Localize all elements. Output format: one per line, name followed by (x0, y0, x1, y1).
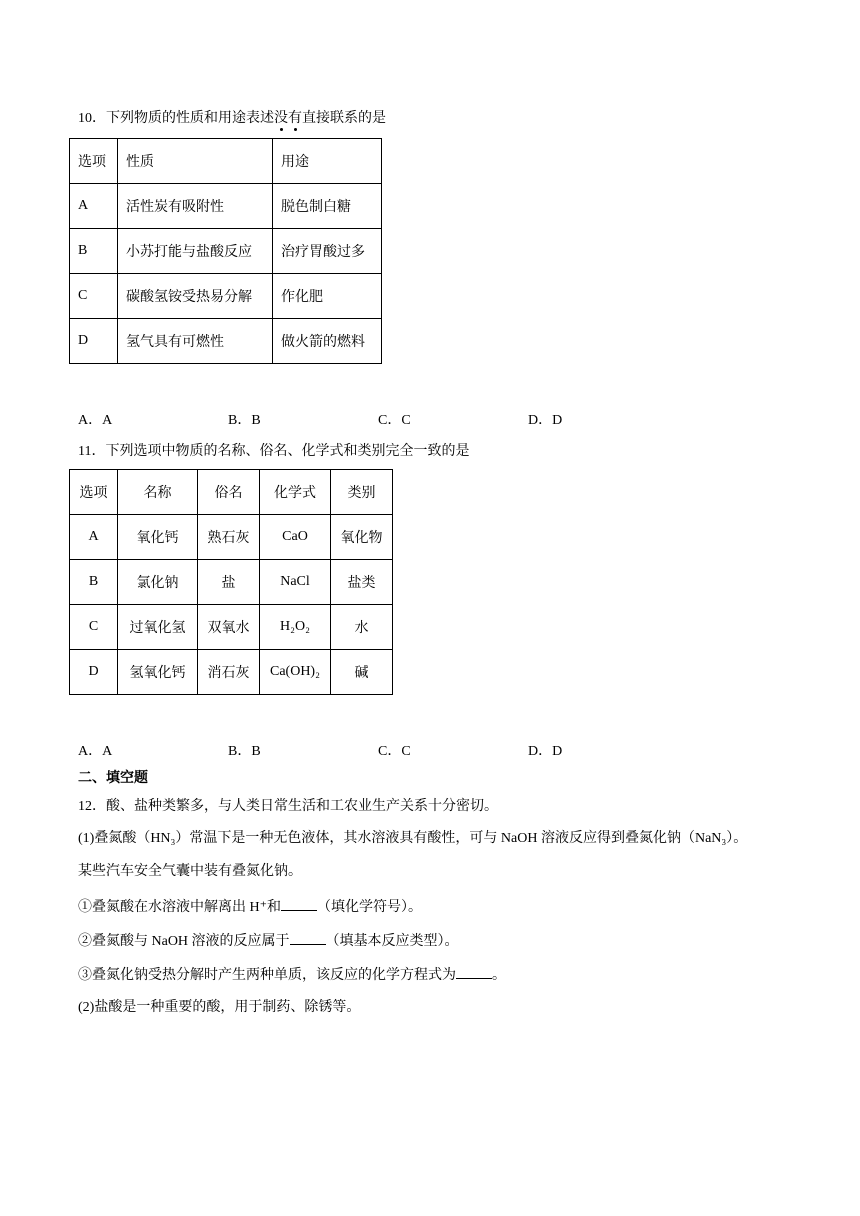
table-row (70, 274, 382, 319)
emphasis-char-1: 没 (274, 111, 288, 126)
table-row (70, 319, 382, 364)
sub2-hint: （填基本反应类型）。 (325, 934, 459, 949)
question-11-options (78, 740, 778, 760)
option-d[interactable]: D．D (528, 744, 563, 759)
sub3-hint: 。 (492, 968, 506, 983)
question-10-stem (78, 109, 386, 129)
table-header-row (70, 139, 382, 184)
table-cell: 做火箭的燃料 (273, 319, 382, 364)
table-cell: NaCl (260, 560, 331, 605)
answer-blank[interactable] (290, 930, 326, 945)
question-12-sub2 (78, 930, 459, 952)
table-cell: 碳酸氢铵受热易分解 (118, 274, 273, 319)
emphasis-char-2: 有 (288, 111, 302, 126)
table-cell: 消石灰 (198, 650, 260, 695)
question-12-sub1 (78, 896, 422, 918)
table-cell: 小苏打能与盐酸反应 (118, 229, 273, 274)
table-cell: 双氧水 (198, 605, 260, 650)
question-12-stem: 12．酸、盐种类繁多，与人类日常生活和工农业生产关系十分密切。 (78, 799, 498, 814)
question-11-table (69, 469, 393, 695)
question-12-part1-line2: 某些汽车安全气囊中装有叠氮化钠。 (78, 864, 302, 879)
table-cell: A (70, 184, 118, 229)
table-header-row (70, 470, 393, 515)
table-row (70, 229, 382, 274)
table-row (70, 650, 393, 695)
table-row (70, 605, 393, 650)
table-row (70, 184, 382, 229)
table-cell: CaO (260, 515, 331, 560)
question-10-stem-part1: 10．下列物质的性质和用途表述 (78, 111, 274, 126)
sub1-hint: （填化学符号）。 (317, 900, 422, 915)
table-cell: B (70, 229, 118, 274)
option-a[interactable]: A．A (78, 413, 113, 428)
answer-blank[interactable] (281, 896, 317, 911)
sub1-text: ①叠氮酸在水溶液中解离出 H⁺和 (78, 900, 281, 915)
table-cell: Ca(OH)₂ (260, 650, 331, 695)
question-10-stem-part2: 直接联系的是 (302, 111, 386, 126)
table-cell: D (70, 650, 118, 695)
table-header-cell: 用途 (273, 139, 382, 184)
table-header-cell: 俗名 (198, 470, 260, 515)
table-cell: C (70, 605, 118, 650)
table-cell: 熟石灰 (198, 515, 260, 560)
question-11-stem: 11．下列选项中物质的名称、俗名、化学式和类别完全一致的是 (78, 444, 470, 459)
option-b[interactable]: B．B (228, 744, 261, 759)
sub2-text: ②叠氮酸与 NaOH 溶液的反应属于 (78, 934, 290, 949)
table-cell: H₂O₂ (260, 605, 331, 650)
option-c[interactable]: C．C (378, 744, 411, 759)
option-b[interactable]: B．B (228, 413, 261, 428)
question-12-sub3 (78, 964, 506, 986)
sub3-text: ③叠氮化钠受热分解时产生两种单质，该反应的化学方程式为 (78, 968, 456, 983)
table-cell: 治疗胃酸过多 (273, 229, 382, 274)
section-title: 二、填空题 (78, 769, 148, 785)
table-cell: 水 (331, 605, 393, 650)
question-10-table (69, 138, 382, 364)
table-header-cell: 选项 (70, 470, 118, 515)
table-cell: 氢气具有可燃性 (118, 319, 273, 364)
table-cell: 活性炭有吸附性 (118, 184, 273, 229)
table-cell: C (70, 274, 118, 319)
table-header-cell: 类别 (331, 470, 393, 515)
table-cell: 盐类 (331, 560, 393, 605)
table-cell: 脱色制白糖 (273, 184, 382, 229)
answer-blank[interactable] (456, 964, 492, 979)
table-header-cell: 选项 (70, 139, 118, 184)
table-header-cell: 性质 (118, 139, 273, 184)
table-cell: 盐 (198, 560, 260, 605)
table-cell: A (70, 515, 118, 560)
table-cell: 碱 (331, 650, 393, 695)
table-cell: D (70, 319, 118, 364)
table-cell: B (70, 560, 118, 605)
table-header-cell: 名称 (118, 470, 198, 515)
table-cell: 作化肥 (273, 274, 382, 319)
table-cell: 氯化钠 (118, 560, 198, 605)
table-cell: 过氧化氢 (118, 605, 198, 650)
table-row (70, 515, 393, 560)
question-10-options (78, 409, 778, 429)
table-header-cell: 化学式 (260, 470, 331, 515)
table-cell: 氢氧化钙 (118, 650, 198, 695)
table-row (70, 560, 393, 605)
option-a[interactable]: A．A (78, 744, 113, 759)
question-12-part1-line1: (1)叠氮酸（HN₃）常温下是一种无色液体，其水溶液具有酸性，可与 NaOH 溶液反应得到叠氮化钠（NaN₃）。 (78, 831, 748, 846)
question-12-part2: (2)盐酸是一种重要的酸，用于制药、除锈等。 (78, 1000, 361, 1015)
option-d[interactable]: D．D (528, 413, 563, 428)
option-c[interactable]: C．C (378, 413, 411, 428)
table-cell: 氧化物 (331, 515, 393, 560)
table-cell: 氧化钙 (118, 515, 198, 560)
